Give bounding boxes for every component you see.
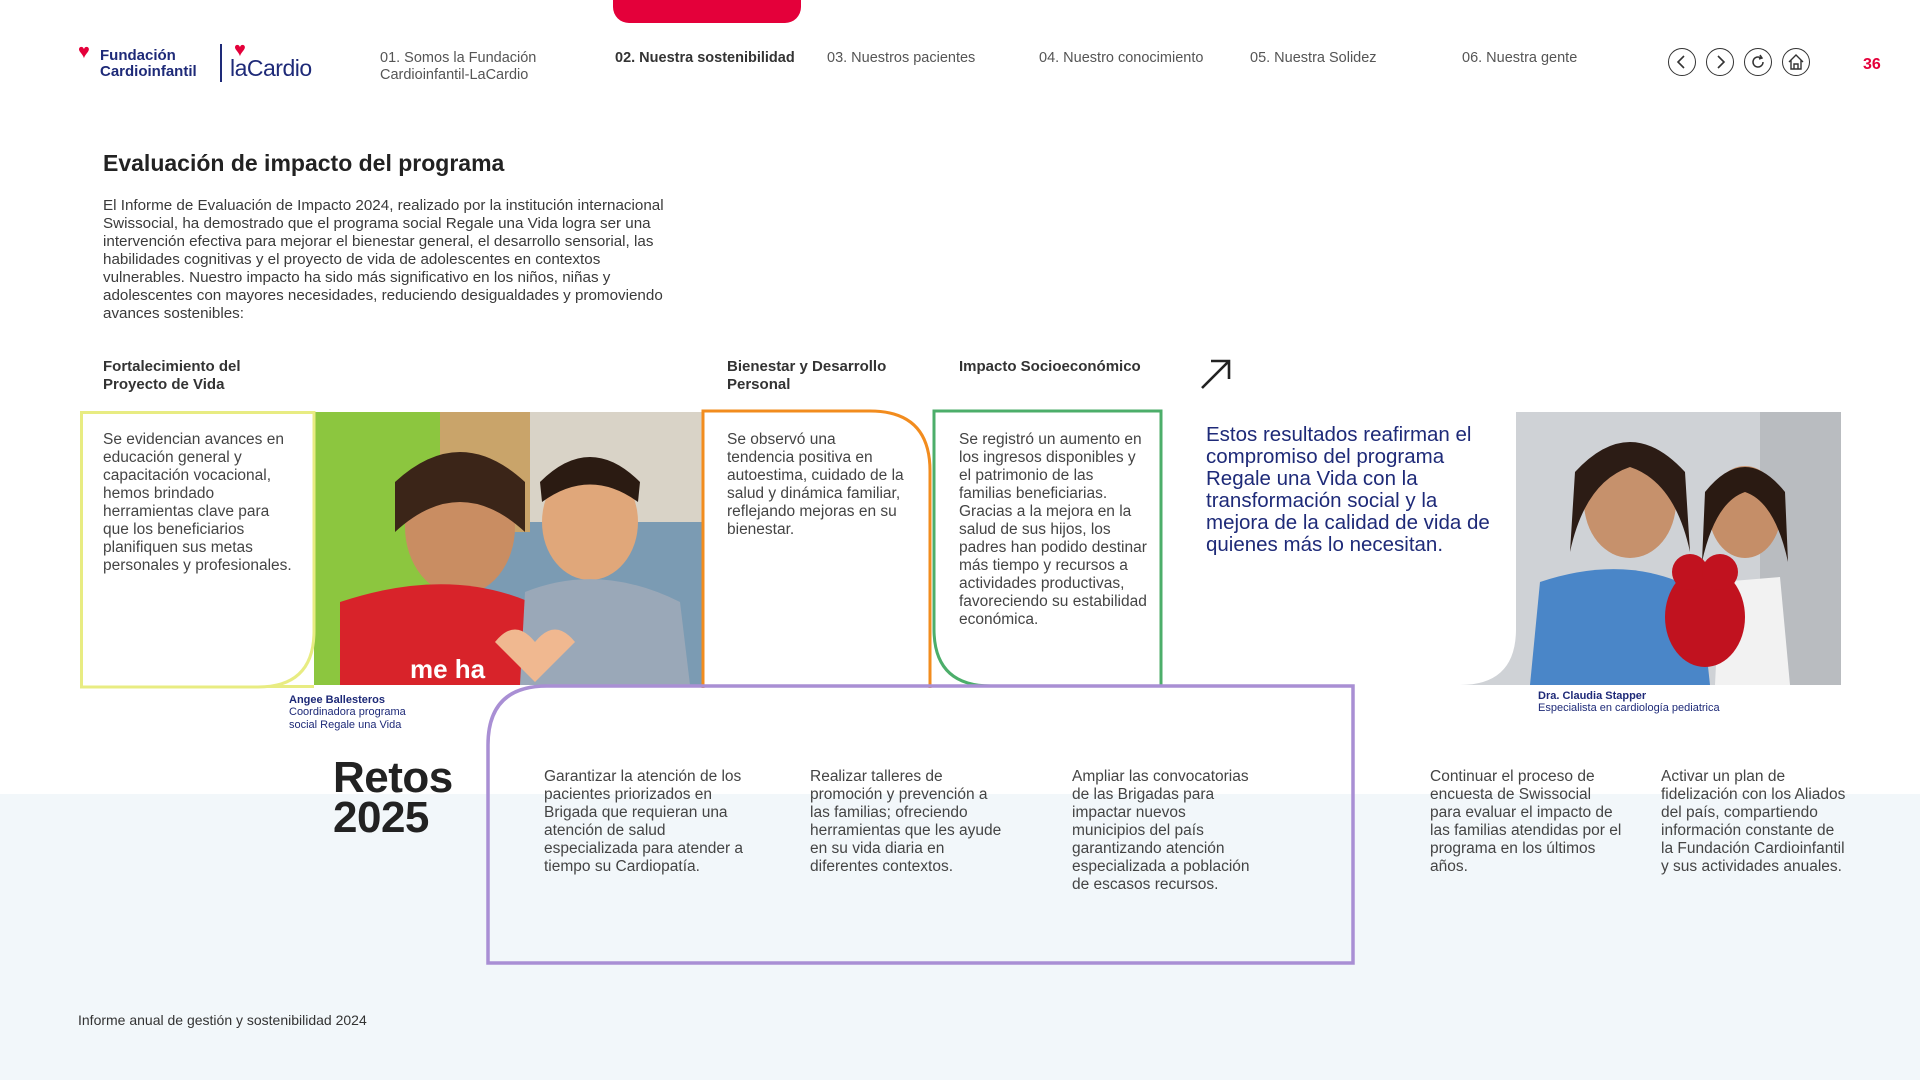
refresh-icon bbox=[1750, 54, 1766, 70]
card-title-socioeconomico: Impacto Socioeconómico bbox=[959, 358, 1141, 375]
card-text-socioeconomico: Se registró un aumento en los ingresos disponibles y el patrimonio de las familias beneficiarias. Gracias a la mejora en la salud de sus hijos, los padres han podido destinar más tiempo y recursos a actividades productivas, favoreciendo su estabilidad económica. bbox=[959, 431, 1147, 628]
card-text-bienestar: Se observó una tendencia positiva en autoestima, cuidado de la salud y dinámica familiar, reflejando mejoras en su bienestar. bbox=[727, 431, 904, 538]
card-title-bienestar: Bienestar y Desarrollo Personal bbox=[727, 358, 887, 393]
chevron-left-icon bbox=[1676, 55, 1688, 69]
home-button[interactable] bbox=[1782, 48, 1810, 76]
heart-icon: ♥ bbox=[78, 41, 90, 63]
card-text-proyecto-vida: Se evidencian avances en educación general y capacitación vocacional, hemos brindado herramientas clave para que los beneficiarios planifiquen sus metas personales y profesionales. bbox=[103, 431, 292, 574]
retos-title-line2: 2025 bbox=[333, 793, 429, 842]
photo2-caption bbox=[1538, 690, 1758, 715]
photo-illustration bbox=[1460, 412, 1841, 685]
reto-item-4: Continuar el proceso de encuesta de Swissocial para evaluar el impacto de las familias atendidas por el programa en los últimos años. bbox=[1430, 768, 1622, 875]
photo1-caption-role: Coordinadora programa social Regale una Vida bbox=[289, 706, 406, 731]
next-page-button[interactable] bbox=[1706, 48, 1734, 76]
retos-title bbox=[333, 753, 453, 842]
nav-item-conocimiento[interactable]: 04. Nuestro conocimiento bbox=[1039, 50, 1204, 66]
footer-report-title: Informe anual de gestión y sostenibilidad 2024 bbox=[78, 1012, 367, 1028]
impact-quote: Estos resultados reafirman el compromiso del programa Regale una Vida con la transformación social y la mejora de la calidad de vida de quienes más lo necesitan. bbox=[1206, 423, 1490, 556]
chevron-right-icon bbox=[1714, 55, 1726, 69]
photo-coordinator-with-child bbox=[300, 412, 703, 685]
photo-doctor-with-child bbox=[1460, 412, 1841, 685]
photo1-caption bbox=[289, 694, 429, 732]
shirt-text: me ha bbox=[410, 654, 486, 684]
photo2-caption-name: Dra. Claudia Stapper bbox=[1538, 690, 1647, 702]
active-section-indicator bbox=[613, 0, 801, 23]
card-title-proyecto-vida: Fortalecimiento del Proyecto de Vida bbox=[103, 358, 241, 393]
photo-illustration bbox=[300, 412, 703, 685]
nav-item-gente[interactable]: 06. Nuestra gente bbox=[1462, 50, 1578, 66]
refresh-button[interactable] bbox=[1744, 48, 1772, 76]
previous-page-button[interactable] bbox=[1668, 48, 1696, 76]
arrow-up-right-icon bbox=[1199, 357, 1233, 391]
logo-brand-fundacion: Fundación Cardioinfantil bbox=[100, 47, 197, 80]
retos-title-line1: Retos bbox=[333, 753, 453, 802]
reto-item-3: Ampliar las convocatorias de las Brigadas para impactar nuevos municipios del país garantizando atención especializada a población de escasos recursos. bbox=[1072, 768, 1250, 893]
heart-icon: ♥ bbox=[234, 39, 246, 61]
logo-brand-lacardio: laCardio bbox=[230, 55, 312, 81]
nav-item-pacientes[interactable]: 03. Nuestros pacientes bbox=[827, 50, 976, 66]
nav-item-sostenibilidad[interactable]: 02. Nuestra sostenibilidad bbox=[615, 50, 795, 66]
logo-divider bbox=[220, 44, 222, 82]
reto-item-5: Activar un plan de fidelización con los Aliados del país, compartiendo información constante de la Fundación Cardioinfantil y sus actividades anuales. bbox=[1661, 768, 1846, 875]
photo2-caption-role: Especialista en cardiología pediatrica bbox=[1538, 702, 1720, 714]
nav-item-somos[interactable]: 01. Somos la Fundación Cardioinfantil-LaCardio bbox=[380, 50, 537, 83]
home-icon bbox=[1787, 53, 1805, 71]
page-number: 36 bbox=[1863, 56, 1881, 73]
logo[interactable] bbox=[78, 39, 328, 84]
photo1-caption-name: Angee Ballesteros bbox=[289, 694, 385, 706]
nav-item-solidez[interactable]: 05. Nuestra Solidez bbox=[1250, 50, 1377, 66]
reto-item-1: Garantizar la atención de los pacientes priorizados en Brigada que requieran una atención de salud especializada para atender a tiempo su Cardiopatía. bbox=[544, 768, 744, 875]
section-intro: El Informe de Evaluación de Impacto 2024, realizado por la institución internacional Swissocial, ha demostrado que el programa social Regale una Vida logra ser una intervención efectiva para mejorar el bienestar general, el desarrollo sensorial, las habilidades cognitivas y el proyecto de vida de adolescentes en contextos vulnerables. Nuestro impacto ha sido más significativo en los niños, niñas y adolescentes con mayores necesidades, reduciendo desigualdades y promoviendo avances sostenibles: bbox=[103, 197, 664, 322]
section-title: Evaluación de impacto del programa bbox=[103, 150, 505, 176]
reto-item-2: Realizar talleres de promoción y prevención a las familias; ofreciendo herramientas que les ayude en su vida diaria en diferentes contextos. bbox=[810, 768, 1002, 875]
